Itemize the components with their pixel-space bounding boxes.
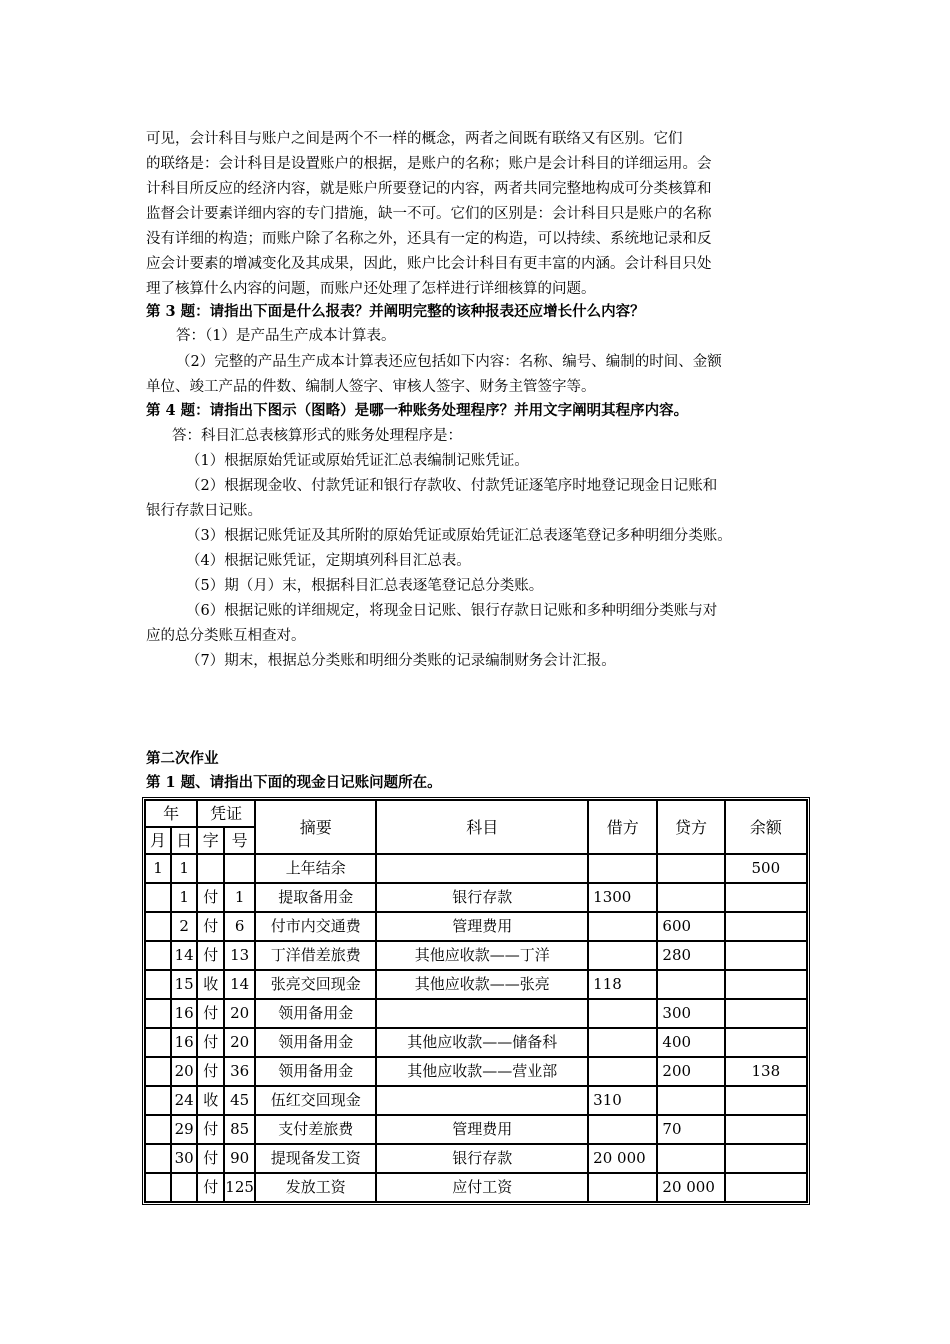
cell-type: 付	[197, 941, 224, 970]
cell-credit	[657, 854, 724, 883]
q4-step-4: （4）根据记账凭证，定期填列科目汇总表。	[186, 553, 471, 569]
cell-balance	[725, 999, 807, 1028]
cell-month	[145, 1173, 171, 1202]
cell-account: 其他应收款——储备科	[376, 1028, 588, 1057]
cell-day: 16	[171, 999, 197, 1028]
header-type: 字	[197, 827, 224, 854]
cell-account: 管理费用	[376, 912, 588, 941]
cell-summary: 上年结余	[255, 854, 376, 883]
header-month: 月	[145, 827, 171, 854]
paragraph-line: 没有详细的构造；而账户除了名称之外，还具有一定的构造，可以持续、系统地记录和反	[146, 231, 712, 247]
cell-debit	[588, 1057, 657, 1086]
cell-account	[376, 1086, 588, 1115]
cell-month	[145, 970, 171, 999]
paragraph-line: 应会计要素的增减变化及其成果，因此，账户比会计科目有更丰富的内涵。会计科目只处	[146, 256, 712, 272]
cell-credit	[657, 1086, 724, 1115]
cell-summary: 支付差旅费	[255, 1115, 376, 1144]
cell-account	[376, 999, 588, 1028]
cell-summary: 张亮交回现金	[255, 970, 376, 999]
table-row	[145, 970, 807, 999]
cell-account: 应付工资	[376, 1173, 588, 1202]
table-row	[145, 1028, 807, 1057]
cell-balance	[725, 1173, 807, 1202]
cell-account: 管理费用	[376, 1115, 588, 1144]
cell-credit	[657, 883, 724, 912]
q3-answer-2-cont: 单位、竣工产品的件数、编制人签字、审核人签字、财务主管签字等。	[146, 379, 596, 395]
cell-balance	[725, 1086, 807, 1115]
cell-day: 2	[171, 912, 197, 941]
cell-debit	[588, 854, 657, 883]
cell-account	[376, 854, 588, 883]
cell-credit: 300	[657, 999, 724, 1028]
q4-step-2-cont: 银行存款日记账。	[146, 503, 262, 519]
paragraph-line: 理了核算什么内容的问题，而账户还处理了怎样进行详细核算的问题。	[146, 281, 596, 297]
cell-balance	[725, 970, 807, 999]
hw2-q1-title: 第 1 题、请指出下面的现金日记账问题所在。	[146, 774, 442, 791]
cell-type: 付	[197, 1173, 224, 1202]
cell-debit: 118	[588, 970, 657, 999]
cell-debit	[588, 1028, 657, 1057]
cell-balance	[725, 1144, 807, 1173]
cell-account: 其他应收款——张亮	[376, 970, 588, 999]
table-row	[145, 1144, 807, 1173]
cell-summary: 领用备用金	[255, 1028, 376, 1057]
table-row	[145, 1057, 807, 1086]
q4-intro: 答：科目汇总表核算形式的账务处理程序是：	[172, 428, 462, 444]
cell-day: 14	[171, 941, 197, 970]
cell-day: 1	[171, 854, 197, 883]
q4-step-5: （5）期（月）末，根据科目汇总表逐笔登记总分类账。	[186, 578, 544, 594]
cell-debit: 310	[588, 1086, 657, 1115]
cell-debit	[588, 999, 657, 1028]
q4-step-7: （7）期末，根据总分类账和明细分类账的记录编制财务会计汇报。	[186, 653, 616, 669]
table-row	[145, 1173, 807, 1202]
cell-month	[145, 1028, 171, 1057]
paragraph-line: 的联络是：会计科目是设置账户的根据，是账户的名称；账户是会计科目的详细运用。会	[146, 156, 712, 172]
header-account: 科目	[376, 800, 588, 854]
header-day: 日	[171, 827, 197, 854]
header-balance: 余额	[725, 800, 807, 854]
cell-type: 付	[197, 999, 224, 1028]
cell-balance	[725, 941, 807, 970]
table-row	[145, 883, 807, 912]
hw2-section-title: 第二次作业	[146, 750, 219, 767]
cell-month	[145, 999, 171, 1028]
cell-month	[145, 912, 171, 941]
cell-number: 20	[224, 1028, 255, 1057]
q4-step-6: （6）根据记账的详细规定，将现金日记账、银行存款日记账和多种明细分类账与对	[186, 603, 718, 619]
cell-month	[145, 883, 171, 912]
cell-number: 90	[224, 1144, 255, 1173]
header-number: 号	[224, 827, 255, 854]
cell-day: 29	[171, 1115, 197, 1144]
cell-balance	[725, 1115, 807, 1144]
cell-month	[145, 1057, 171, 1086]
table-row	[145, 999, 807, 1028]
cell-number: 45	[224, 1086, 255, 1115]
cell-month: 1	[145, 854, 171, 883]
cell-balance: 138	[725, 1057, 807, 1086]
cell-debit	[588, 1173, 657, 1202]
cell-debit: 20 000	[588, 1144, 657, 1173]
cell-summary: 领用备用金	[255, 1057, 376, 1086]
header-year: 年	[145, 800, 197, 827]
cell-balance	[725, 1028, 807, 1057]
cell-day	[171, 1173, 197, 1202]
q4-title: 第 4 题：请指出下图示（图略）是哪一种账务处理程序？并用文字阐明其程序内容。	[146, 402, 689, 419]
cell-summary: 提取备用金	[255, 883, 376, 912]
q3-title: 第 3 题：请指出下面是什么报表？并阐明完整的该种报表还应增长什么内容？	[146, 303, 645, 320]
cell-balance	[725, 883, 807, 912]
cell-day: 24	[171, 1086, 197, 1115]
table-row	[145, 1086, 807, 1115]
cell-debit	[588, 941, 657, 970]
table-row	[145, 854, 807, 883]
cell-credit: 600	[657, 912, 724, 941]
header-credit: 贷方	[657, 800, 724, 854]
cell-number: 6	[224, 912, 255, 941]
q4-step-6-cont: 应的总分类账互相查对。	[146, 628, 306, 644]
paragraph-line: 可见，会计科目与账户之间是两个不一样的概念，两者之间既有联络又有区别。它们	[146, 131, 683, 147]
q4-step-2: （2）根据现金收、付款凭证和银行存款收、付款凭证逐笔序时地登记现金日记账和	[186, 478, 718, 494]
table-header-row	[145, 800, 807, 827]
cell-credit	[657, 1144, 724, 1173]
cell-type: 付	[197, 912, 224, 941]
paragraph-line: 监督会计要素详细内容的专门措施，缺一不可。它们的区别是：会计科目只是账户的名称	[146, 206, 712, 222]
cell-number: 36	[224, 1057, 255, 1086]
cell-day: 20	[171, 1057, 197, 1086]
cell-number: 85	[224, 1115, 255, 1144]
q3-answer-2: （2）完整的产品生产成本计算表还应包括如下内容：名称、编号、编制的时间、金额	[176, 354, 722, 370]
cell-credit: 280	[657, 941, 724, 970]
cell-account: 其他应收款——丁洋	[376, 941, 588, 970]
cell-number: 13	[224, 941, 255, 970]
table-row	[145, 1115, 807, 1144]
cell-day: 30	[171, 1144, 197, 1173]
table-row	[145, 912, 807, 941]
cell-type: 付	[197, 1028, 224, 1057]
cell-day: 1	[171, 883, 197, 912]
cell-account: 其他应收款——营业部	[376, 1057, 588, 1086]
cell-summary: 领用备用金	[255, 999, 376, 1028]
cell-month	[145, 1086, 171, 1115]
cell-number: 20	[224, 999, 255, 1028]
cell-debit: 1300	[588, 883, 657, 912]
q4-step-1: （1）根据原始凭证或原始凭证汇总表编制记账凭证。	[186, 453, 529, 469]
cell-type: 付	[197, 1057, 224, 1086]
q4-step-3: （3）根据记账凭证及其所附的原始凭证或原始凭证汇总表逐笔登记多种明细分类账。	[186, 528, 732, 544]
paragraph-line: 计科目所反应的经济内容，就是账户所要登记的内容，两者共同完整地构成可分类核算和	[146, 181, 712, 197]
table-row	[145, 941, 807, 970]
cell-type: 付	[197, 1115, 224, 1144]
cell-debit	[588, 1115, 657, 1144]
header-summary: 摘要	[255, 800, 376, 854]
cell-number	[224, 854, 255, 883]
cell-credit: 20 000	[657, 1173, 724, 1202]
cell-month	[145, 941, 171, 970]
cell-type: 收	[197, 1086, 224, 1115]
cell-number: 1	[224, 883, 255, 912]
cell-type	[197, 854, 224, 883]
cell-balance: 500	[725, 854, 807, 883]
cell-credit: 200	[657, 1057, 724, 1086]
cell-summary: 提现备发工资	[255, 1144, 376, 1173]
cell-type: 付	[197, 1144, 224, 1173]
cell-balance	[725, 912, 807, 941]
cell-day: 15	[171, 970, 197, 999]
cell-summary: 丁洋借差旅费	[255, 941, 376, 970]
cell-summary: 发放工资	[255, 1173, 376, 1202]
cell-account: 银行存款	[376, 883, 588, 912]
cell-type: 收	[197, 970, 224, 999]
cell-month	[145, 1144, 171, 1173]
cell-type: 付	[197, 883, 224, 912]
header-debit: 借方	[588, 800, 657, 854]
cell-debit	[588, 912, 657, 941]
cell-credit: 400	[657, 1028, 724, 1057]
cell-month	[145, 1115, 171, 1144]
cell-summary: 付市内交通费	[255, 912, 376, 941]
cell-number: 14	[224, 970, 255, 999]
cell-number: 125	[224, 1173, 255, 1202]
q3-answer-1: 答：（1）是产品生产成本计算表。	[176, 328, 396, 344]
cell-credit	[657, 970, 724, 999]
cash-journal-table	[142, 797, 810, 1205]
cell-credit: 70	[657, 1115, 724, 1144]
cell-account: 银行存款	[376, 1144, 588, 1173]
cell-day: 16	[171, 1028, 197, 1057]
header-voucher: 凭证	[197, 800, 255, 827]
cell-summary: 伍红交回现金	[255, 1086, 376, 1115]
